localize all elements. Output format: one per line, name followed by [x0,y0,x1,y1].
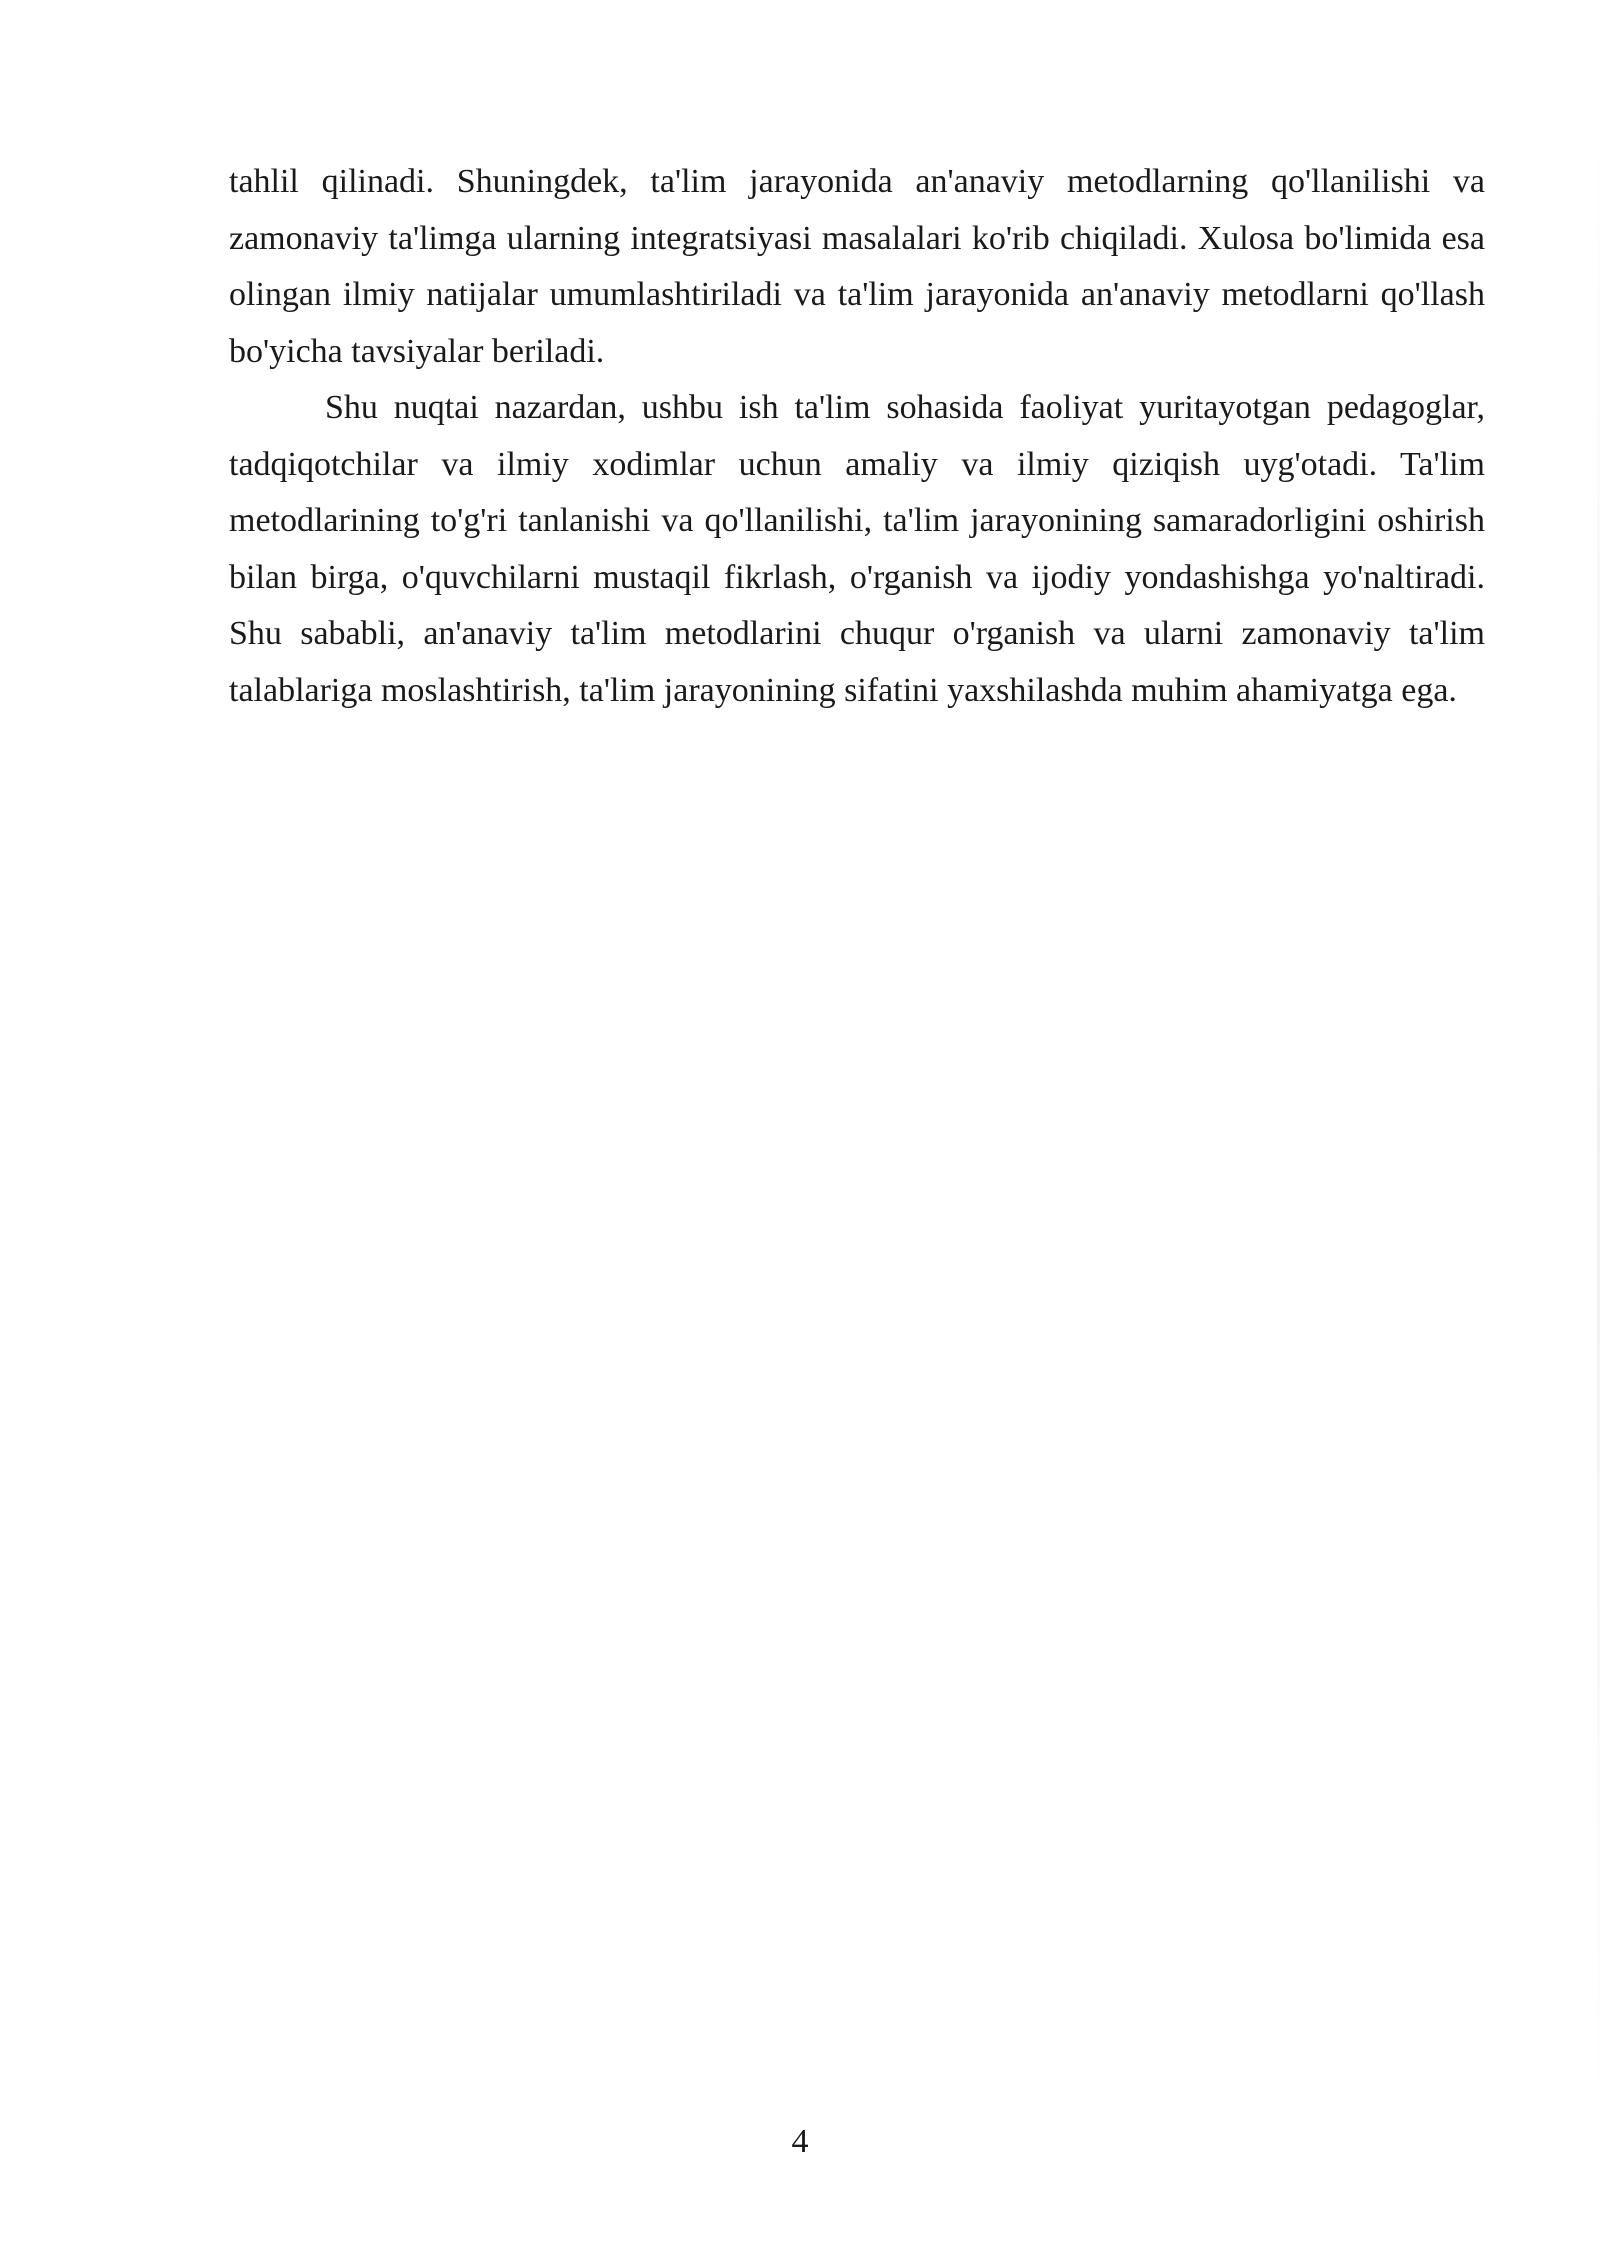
body-text [229,154,1485,719]
paragraph-indented: Shu nuqtai nazardan, ushbu ish ta'lim sohasida faoliyat yuritayotgan pedagoglar, tadqiqotchilar va ilmiy xodimlar uchun amaliy va ilmiy qiziqish uyg'otadi. Ta'lim metodlarining to'g'ri tanlanishi va qo'llanilishi, ta'lim jarayonining samaradorligini oshirish bilan birga, o'quvchilarni mustaqil fikrlash, o'rganish va ijodiy yondashishga yo'naltiradi. Shu sababli, an'anaviy ta'lim metodlarini chuqur o'rganish va ularni zamonaviy ta'lim talablariga moslashtirish, ta'lim jarayonining sifatini yaxshilashda muhim ahamiyatga ega. [229,389,1485,709]
page-number: 4 [791,2123,809,2160]
paragraph-continuation: tahlil qilinadi. Shuningdek, ta'lim jarayonida an'anaviy metodlarning qo'llanilishi va zamonaviy ta'limga ularning integratsiyasi masalalari ko'rib chiqiladi. Xulosa bo'limida esa olingan ilmiy natijalar umumlashtiriladi va ta'lim jarayonida an'anaviy metodlarni qo'llash bo'yicha tavsiyalar beriladi. [229,163,1485,370]
